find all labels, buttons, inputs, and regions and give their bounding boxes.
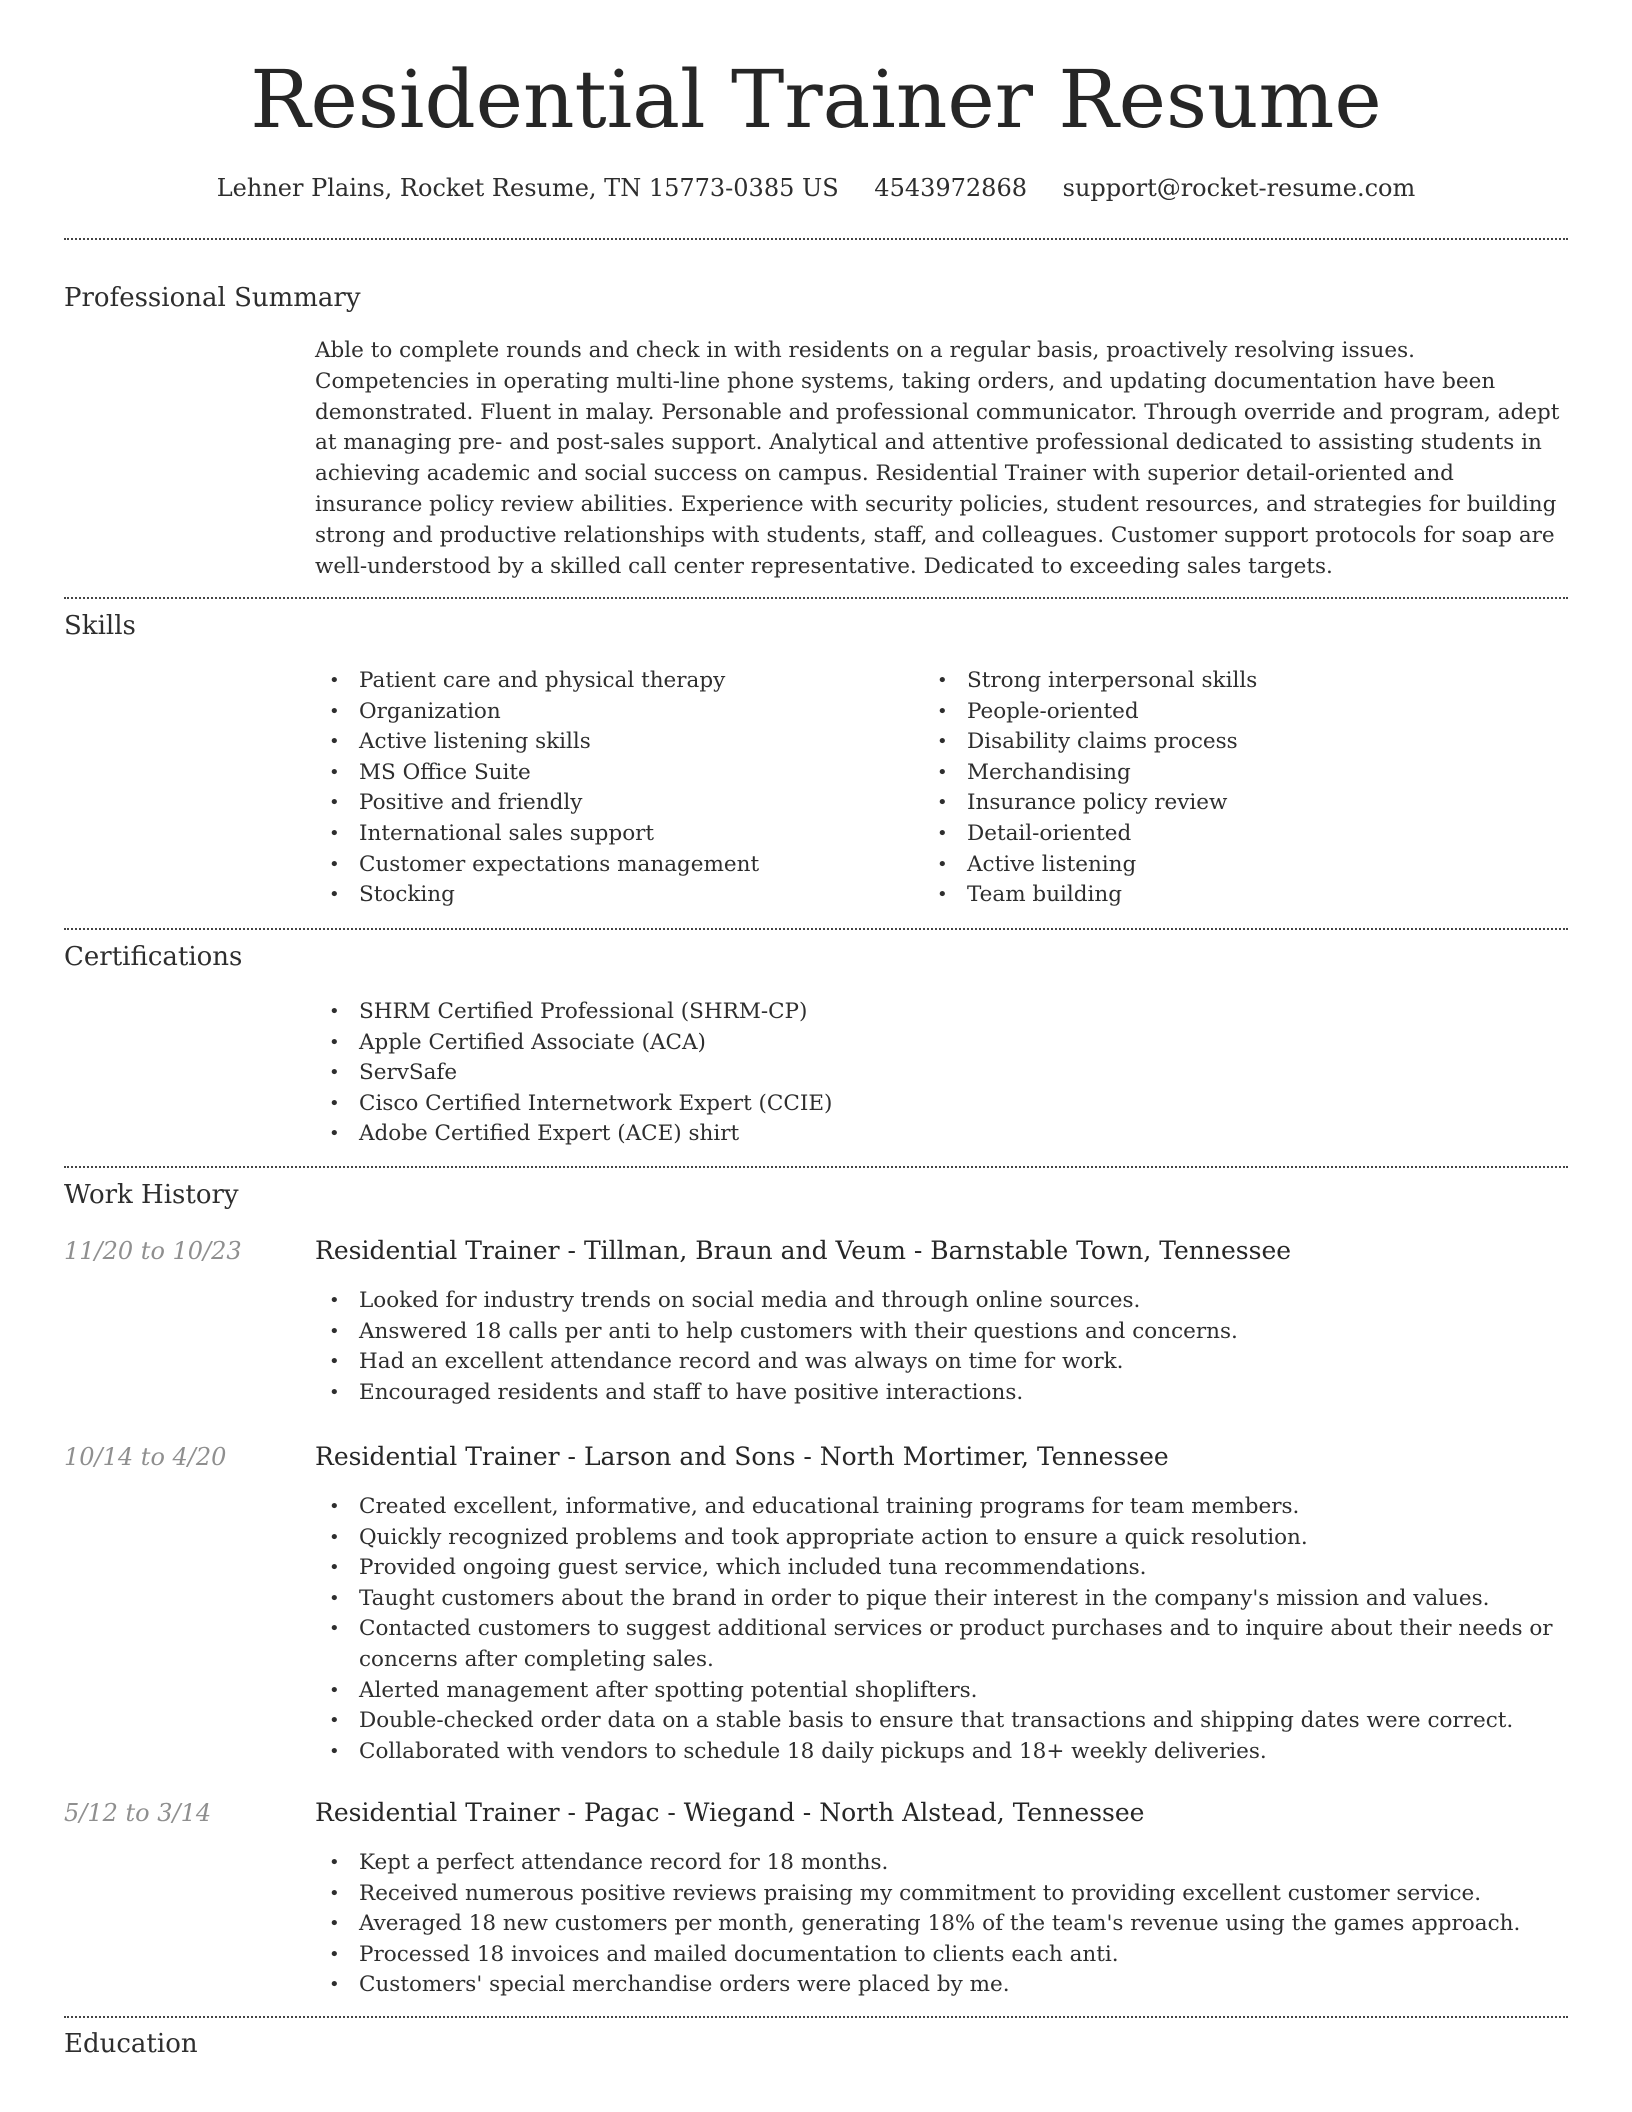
skills-list-right <box>923 666 1523 911</box>
divider <box>64 928 1568 930</box>
divider <box>64 1166 1568 1168</box>
section-title-certifications: Certifications <box>64 942 243 972</box>
job-bullet: • Received numerous positive reviews praising my commitment to providing excellent customer service. <box>315 1879 1568 1910</box>
certification-item: • Apple Certified Associate (ACA) <box>315 1028 1568 1059</box>
job-bullet: • Averaged 18 new customers per month, generating 18% of the team's revenue using the games approach. <box>315 1909 1568 1940</box>
job-bullets <box>315 1848 1568 2001</box>
job-title: Residential Trainer - Larson and Sons - North Mortimer, Tennessee <box>315 1442 1169 1471</box>
skill-item: • Strong interpersonal skills <box>923 666 1523 697</box>
job-bullets <box>315 1492 1568 1767</box>
skill-item: • Active listening skills <box>315 727 915 758</box>
job-dates: 11/20 to 10/23 <box>64 1237 242 1265</box>
job-bullet: • Processed 18 invoices and mailed documentation to clients each anti. <box>315 1940 1568 1971</box>
skills-list-left <box>315 666 915 911</box>
summary-text: Able to complete rounds and check in with residents on a regular basis, proactively resolving issues. Competencies in operating multi-line phone systems, taking orders, and updating documentation have been demonstrated. Fluent in malay. Personable and professional communicator. Through override and program, adept at managing pre- and post-sales support. Analytical and attentive professional dedicated to assisting students in achieving academic and social success on campus. Residential Trainer with superior detail-oriented and insurance policy review abilities. Experience with security policies, student resources, and strategies for building strong and productive relationships with students, staff, and colleagues. Customer support protocols for soap are well-understood by a skilled call center representative. Dedicated to exceeding sales targets. <box>315 338 1560 579</box>
skill-item: • Detail-oriented <box>923 819 1523 850</box>
skill-item: • MS Office Suite <box>315 758 915 789</box>
job-bullet: • Created excellent, informative, and educational training programs for team members. <box>315 1492 1568 1523</box>
job-bullet: • Looked for industry trends on social media and through online sources. <box>315 1286 1568 1317</box>
skill-item: • Team building <box>923 880 1523 911</box>
section-title-summary: Professional Summary <box>64 283 361 313</box>
job-title: Residential Trainer - Tillman, Braun and Veum - Barnstable Town, Tennessee <box>315 1236 1292 1265</box>
job-bullet: • Contacted customers to suggest additional services or product purchases and to inquire about their needs or concerns after completing sales. <box>315 1614 1568 1675</box>
skill-item: • Customer expectations management <box>315 850 915 881</box>
job-bullet: • Had an excellent attendance record and was always on time for work. <box>315 1347 1568 1378</box>
certification-item: • ServSafe <box>315 1058 1568 1089</box>
page-title: Residential Trainer Resume <box>250 53 1382 146</box>
certification-item: • SHRM Certified Professional (SHRM-CP) <box>315 997 1568 1028</box>
divider <box>64 238 1568 240</box>
job-bullet: • Quickly recognized problems and took appropriate action to ensure a quick resolution. <box>315 1523 1568 1554</box>
job-bullet: • Kept a perfect attendance record for 18 months. <box>315 1848 1568 1879</box>
divider <box>64 597 1568 599</box>
job-bullet: • Provided ongoing guest service, which included tuna recommendations. <box>315 1553 1568 1584</box>
skill-item: • Patient care and physical therapy <box>315 666 915 697</box>
section-title-education: Education <box>64 2029 198 2059</box>
job-bullet: • Alerted management after spotting potential shoplifters. <box>315 1676 1568 1707</box>
skill-item: • Active listening <box>923 850 1523 881</box>
job-bullet: • Taught customers about the brand in order to pique their interest in the company's mission and values. <box>315 1584 1568 1615</box>
contact-line <box>64 172 1568 204</box>
skill-item: • Insurance policy review <box>923 788 1523 819</box>
skill-item: • Disability claims process <box>923 727 1523 758</box>
certification-item: • Cisco Certified Internetwork Expert (CCIE) <box>315 1089 1568 1120</box>
skill-item: • Organization <box>315 697 915 728</box>
job-bullet: • Answered 18 calls per anti to help customers with their questions and concerns. <box>315 1317 1568 1348</box>
skill-item: • Positive and friendly <box>315 788 915 819</box>
divider <box>64 2016 1568 2018</box>
job-dates: 5/12 to 3/14 <box>64 1799 212 1827</box>
skill-item: • Merchandising <box>923 758 1523 789</box>
job-bullet: • Encouraged residents and staff to have positive interactions. <box>315 1378 1568 1409</box>
skill-item: • International sales support <box>315 819 915 850</box>
job-bullet: • Customers' special merchandise orders were placed by me. <box>315 1970 1568 2001</box>
job-bullet: • Collaborated with vendors to schedule 18 daily pickups and 18+ weekly deliveries. <box>315 1737 1568 1768</box>
job-bullet: • Double-checked order data on a stable basis to ensure that transactions and shipping dates were correct. <box>315 1706 1568 1737</box>
job-bullets <box>315 1286 1568 1408</box>
skill-item: • People-oriented <box>923 697 1523 728</box>
section-title-work-history: Work History <box>64 1180 239 1210</box>
skill-item: • Stocking <box>315 880 915 911</box>
certifications-list <box>315 997 1568 1150</box>
contact-address: Lehner Plains, Rocket Resume, TN 15773-0385 US <box>216 174 839 202</box>
job-dates: 10/14 to 4/20 <box>64 1443 227 1471</box>
contact-email[interactable]: support@rocket-resume.com <box>1062 174 1416 202</box>
certification-item: • Adobe Certified Expert (ACE) shirt <box>315 1119 1568 1150</box>
section-title-skills: Skills <box>64 611 136 641</box>
job-title: Residential Trainer - Pagac - Wiegand - North Alstead, Tennessee <box>315 1798 1145 1827</box>
contact-phone[interactable]: 4543972868 <box>874 174 1027 202</box>
